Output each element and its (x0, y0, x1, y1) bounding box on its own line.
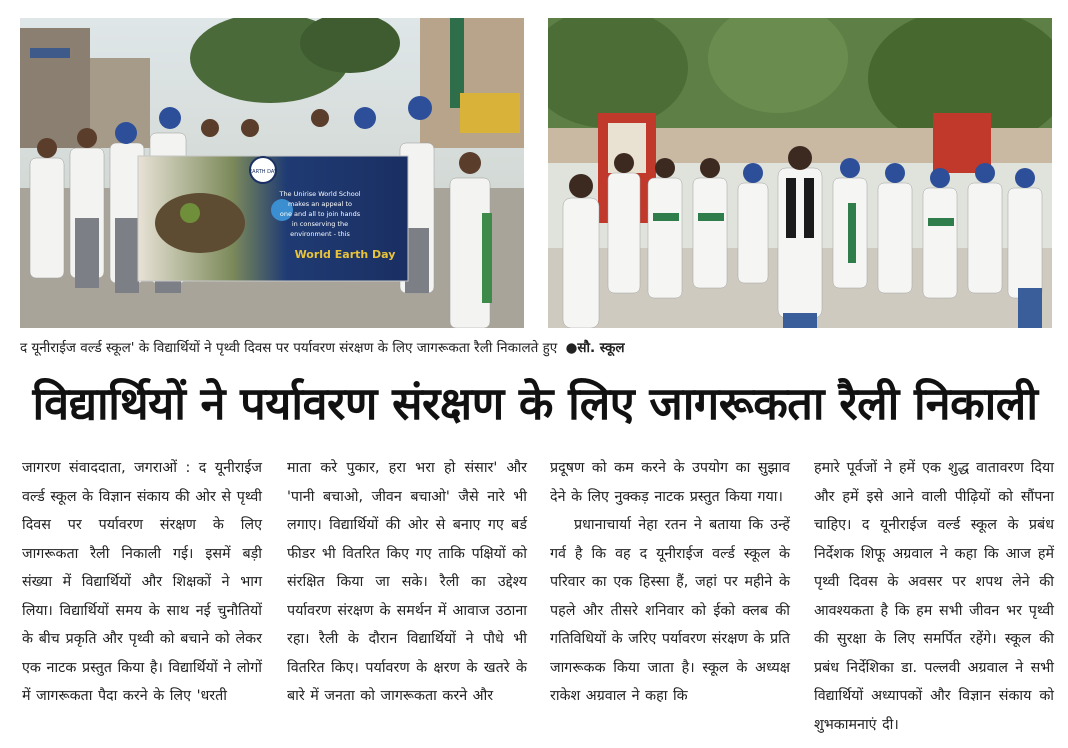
news-photo-right (548, 18, 1052, 328)
photo-caption (20, 338, 1050, 358)
paragraph: प्रदूषण को कम करने के उपयोग का सुझाव देने के लिए नुक्कड़ नाटक प्रस्तुत किया गया। (550, 460, 790, 505)
news-photo-left (20, 18, 524, 328)
article-column-4 (814, 454, 1054, 739)
article-column-3 (550, 454, 790, 711)
paragraph: प्रधानाचार्या नेहा रतन ने बताया कि उन्हें गर्व है कि वह द यूनीराईज वर्ल्ड स्कूल के परिवार का एक हिस्सा हैं, जहां पर महीने के पहले और तीसरे शनिवार को ईको क्लब की गतिविधियों के जरिए पर्यावरण संरक्षण के प्रति जागरूकक किया जाता है। स्कूल के अध्यक्ष राकेश अग्रवाल ने कहा कि (550, 517, 790, 704)
rally-banner-photo (20, 18, 524, 328)
paragraph: हमारे पूर्वजों ने हमें एक शुद्ध वातावरण दिया और हमें इसे आने वाली पीढ़ियों को सौंपना चाहिए। द यूनीराईज वर्ल्ड स्कूल के प्रबंध निर्देशक शिफू अग्रवाल ने कहा कि आज हमें पृथ्वी दिवस के अवसर पर शपथ लेने की आवश्यकता है कि हम सभी जीवन भर पृथ्वी की सुरक्षा के लिए समर्पित रहेंगे। स्कूल की प्रबंध निर्देशिका डा. पल्लवी अग्रवाल ने सभी विद्यार्थियों अध्यापकों और विज्ञान संकाय को शुभकामनाएं दी। (814, 460, 1054, 733)
svg-text:environment - this: environment - this (290, 230, 350, 238)
students-group-photo (548, 18, 1052, 328)
svg-text:one and all to join hands: one and all to join hands (279, 210, 361, 218)
banner-title: World Earth Day (294, 248, 396, 261)
paragraph: माता करे पुकार, हरा भरा हो संसार' और 'पानी बचाओ, जीवन बचाओ' जैसे नारे भी लगाए। विद्यार्थियों की ओर से बनाए गए बर्ड फीडर भी वितरित किए गए ताकि पक्षियों को संरक्षित किया जा सके। रैली का उद्देश्य पर्यावरण संरक्षण के समर्थन में आवाज उठाना रहा। रैली के दौरान विद्यार्थियों ने पौधे भी वितरित किए। पर्यावरण के क्षरण के खतरे के बारे में जनता को जागरूकता करने और (287, 460, 527, 704)
banner-badge: EARTH DAY (249, 169, 277, 175)
svg-text:makes an appeal to: makes an appeal to (287, 200, 353, 208)
article-column-1 (22, 454, 262, 711)
caption-text: द यूनीराईज वर्ल्ड स्कूल' के विद्यार्थियों ने पृथ्वी दिवस पर पर्यावरण संरक्षण के लिए जागरूकता रैली निकालते हुए (20, 340, 558, 356)
photo-credit: ●सौ. स्कूल (565, 340, 625, 356)
article-headline: विद्यार्थियों ने पर्यावरण संरक्षण के लिए जागरूकता रैली निकाली (32, 377, 1038, 430)
paragraph: जागरण संवाददाता, जगराओं : द यूनीराईज वर्ल्ड स्कूल के विज्ञान संकाय की ओर से पृथ्वी दिवस पर पर्यावरण संरक्षण के लिए जागरूकता रैली निकाली गई। इसमें बड़ी संख्या में विद्यार्थियों और शिक्षकों ने भाग लिया। विद्यार्थियों समय के साथ नई चुनौतियों के बीच प्रकृति और पृथ्वी को बचाने को लेकर एक नाटक प्रस्तुत किया है। विद्यार्थियों ने लोगों में जागरूकता पैदा करने के लिए 'धरती (22, 460, 262, 704)
article-column-2 (287, 454, 527, 711)
svg-text:The Unirise World School: The Unirise World School (279, 190, 361, 198)
svg-text:in conserving the: in conserving the (291, 220, 349, 228)
